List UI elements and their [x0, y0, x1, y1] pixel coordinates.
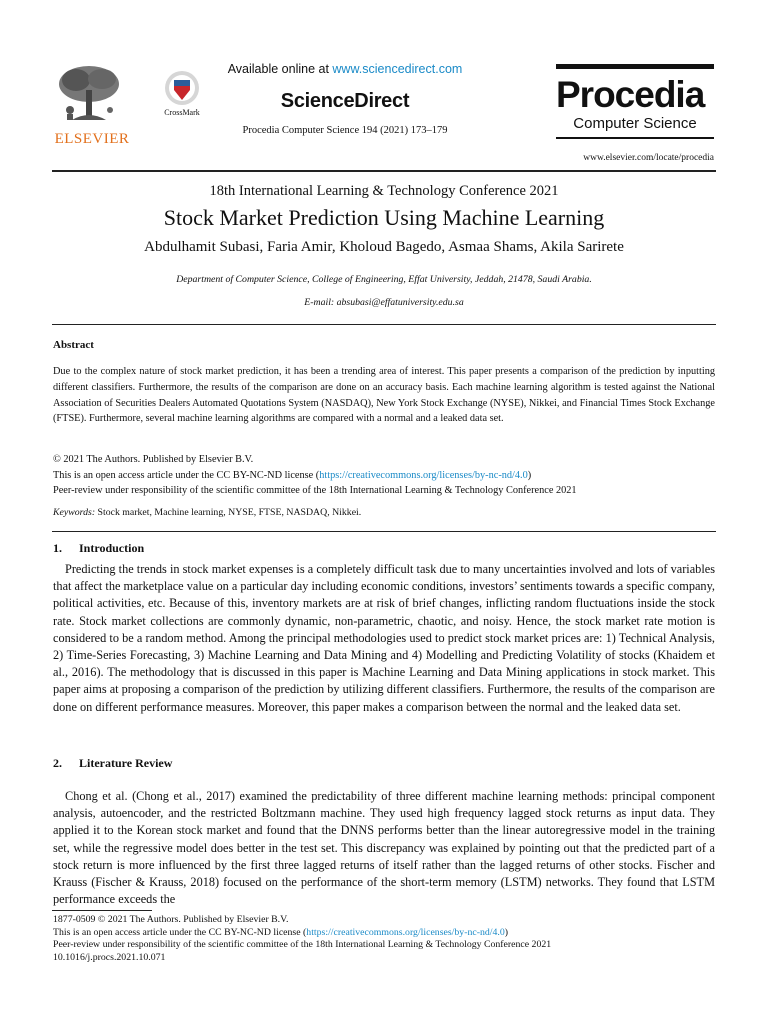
paragraph: Predicting the trends in stock market expenses is a completely difficult task due to many uncertainties involved and lots of variables that affect the marketplace value on a particular day including economic conditions, investors’ sentiments towards a specific company, political activities, etc. Because of this, inventory markets are at risk of brief changes, inflicting random fluctuations inside the stock rate. Stock market collections are commonly dynamic, non-parametric, chaotic, and noisy. Hence, the stock market rate motion is considered to be a random method. Among the principal methodologies used to predict stock market prices are: 1) Technical Analysis, 2) Time-Series Forecasting, 3) Machine Learning and Data Mining and 4) Modelling and Predicting Volatility of stocks (Khaidem et al., 2016). The methodology that is discussed in this paper is Machine Learning and Data Mining applications in stock market. This paper aims at proposing a comparison of the prediction by utilizing different classifiers. Furthermore, the results of the comparison are done on different performance measures. Moreover, this paper makes a comparison between the normal and the leaked data set.	[53, 562, 715, 714]
crossmark-badge[interactable]	[160, 70, 204, 117]
copyright-line: © 2021 The Authors. Published by Elsevier B.V.	[53, 454, 254, 465]
section-number: 2.	[53, 756, 62, 770]
doi[interactable]: 10.1016/j.procs.2021.10.071	[53, 951, 166, 963]
abstract-heading: Abstract	[53, 339, 94, 351]
keywords-label: Keywords:	[53, 507, 96, 518]
conference-name: 18th International Learning & Technology Conference 2021	[209, 183, 559, 199]
abstract-bottom-divider	[52, 531, 716, 532]
peer-review-line: Peer-review under responsibility of the scientific committee of the 18th International Learning & Technology Conference 2021	[53, 485, 577, 496]
license-suffix: )	[527, 469, 532, 481]
journal-citation: Procedia Computer Science 194 (2021) 173–179	[242, 125, 448, 136]
author-email: E-mail: absubasi@effatuniversity.edu.sa	[304, 297, 464, 308]
footnote-divider	[52, 910, 152, 911]
crossmark-label: CrossMark	[164, 108, 200, 117]
license-line	[53, 468, 715, 484]
elsevier-wordmark: ELSEVIER	[54, 131, 130, 147]
procedia-subtitle: Computer Science	[573, 115, 697, 132]
affiliation: Department of Computer Science, College of Engineering, Effat University, Jeddah, 21478, Saudi Arabia.	[176, 274, 592, 285]
available-online	[210, 62, 480, 76]
footer-license-prefix: This is an open access article under the CC BY-NC-ND license (	[53, 926, 307, 938]
footer-peer-review: Peer-review under responsibility of the scientific committee of the 18th International Learning & Technology Conference 2021	[53, 939, 552, 950]
abstract-top-divider	[52, 324, 716, 325]
section-title: Introduction	[79, 541, 145, 555]
page-footer	[53, 914, 715, 964]
crossmark-icon	[164, 70, 200, 106]
procedia-title: Procedia	[556, 74, 705, 115]
section-heading-introduction	[53, 541, 144, 556]
section-number: 1.	[53, 541, 62, 555]
introduction-body	[53, 561, 715, 716]
author-list: Abdulhamit Subasi, Faria Amir, Kholoud Bagedo, Asmaa Shams, Akila Sarirete	[144, 239, 624, 255]
header-divider	[52, 170, 716, 172]
procedia-bottom-bar	[556, 137, 714, 139]
section-heading-literature-review	[53, 756, 172, 771]
available-prefix: Available online at	[227, 62, 333, 76]
abstract-license-block	[53, 452, 715, 499]
keywords-list: Stock market, Machine learning, NYSE, FTSE, NASDAQ, Nikkei.	[95, 507, 362, 518]
keywords-line	[53, 507, 361, 518]
section-title: Literature Review	[79, 756, 173, 770]
footer-license-suffix: )	[504, 926, 508, 938]
paragraph: Chong et al. (Chong et al., 2017) examined the predictability of three different machine learning methods: principal component analysis, autoencoder, and the restricted Boltzmann machine. They used high frequency lagged stock returns as input data. They applied it to the Korean stock market and found that the DNNS performs better than the linear autoregressive model in the training set, while the regressive model does better in the test set. This discrepancy was explained by pointing out that the predicted part of a stock return is more influenced by the first three lagged returns of itself rather than the lagged returns of other stocks. Fischer and Krauss (Fischer & Krauss, 2018) focused on the performance of the short-term memory (LSTM) networks. They found that LSTM performance exceeds the	[53, 789, 715, 907]
literature-review-body	[53, 788, 715, 908]
header-center	[210, 62, 480, 136]
license-prefix: This is an open access article under the CC BY-NC-ND license (	[53, 469, 320, 481]
sciencedirect-logo: ScienceDirect	[280, 90, 410, 112]
sciencedirect-link[interactable]: www.sciencedirect.com	[332, 62, 463, 76]
license-link[interactable]: https://creativecommons.org/licenses/by-nc-nd/4.0	[319, 469, 528, 481]
issn-line: 1877-0509 © 2021 The Authors. Published by Elsevier B.V.	[53, 914, 289, 925]
footer-license-link[interactable]: https://creativecommons.org/licenses/by-nc-nd/4.0	[306, 926, 505, 938]
elsevier-tree-icon	[52, 62, 126, 124]
procedia-top-bar	[556, 64, 714, 69]
procedia-logo	[556, 64, 714, 139]
journal-url[interactable]: www.elsevier.com/locate/procedia	[583, 153, 714, 163]
elsevier-logo	[52, 62, 132, 150]
paper-title: Stock Market Prediction Using Machine Learning	[163, 205, 605, 230]
abstract-text: Due to the complex nature of stock market prediction, it has been a trending area of interest. This paper presents a comparison of the prediction by inputting different classifiers. Furthermore, the results of the comparison are done on an accuracy basis. Each machine learning algorithm is tested against the National Association of Securities Dealers Automated Quotations System (NASDAQ), New York Stock Exchange (NYSE), Nikkei, and Financial Times Stock Exchange (FTSE). Furthermore, several machine learning algorithms are compared with a normal and a leaked data set.	[53, 366, 715, 425]
footer-license-line	[53, 927, 715, 940]
